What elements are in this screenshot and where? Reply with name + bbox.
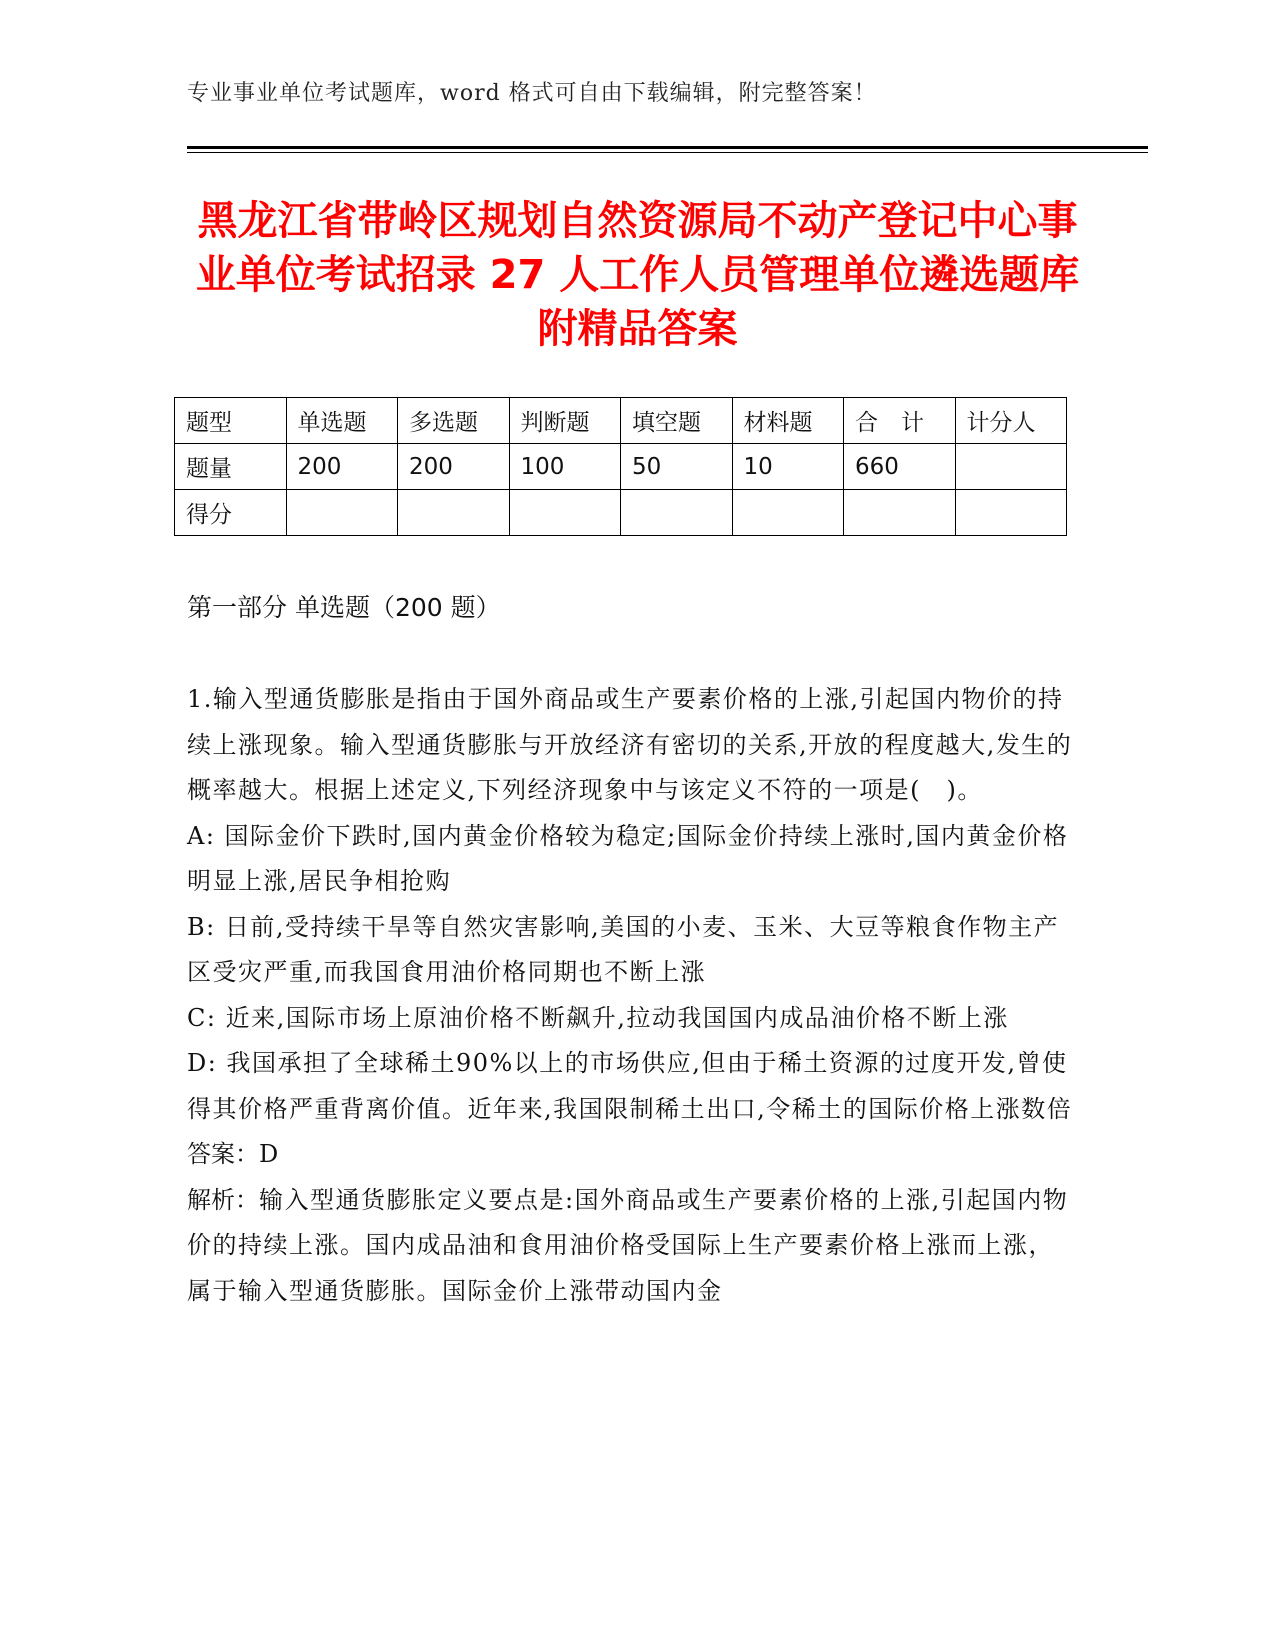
table-cell: 合 计	[844, 398, 956, 444]
option-b: B: 日前,受持续干旱等自然灾害影响,美国的小麦、玉米、大豆等粮食作物主产区受灾严重,而我国食用油价格同期也不断上涨	[187, 912, 1060, 986]
section-heading: 第一部分 单选题（200 题）	[187, 593, 501, 622]
table-cell: 计分人	[955, 398, 1067, 444]
table-cell: 50	[621, 444, 733, 490]
table-cell: 判断题	[509, 398, 621, 444]
table-cell	[509, 490, 621, 536]
table-cell	[286, 490, 398, 536]
analysis-text: 输入型通货膨胀定义要点是:国外商品或生产要素价格的上涨,引起国内物价的持续上涨。国内成品油和食用油价格受国际上生产要素价格上涨而上涨，属于输入型通货膨胀。国际金价上涨带动国内金	[187, 1185, 1069, 1305]
table-cell	[732, 490, 844, 536]
header-note: 专业事业单位考试题库，word 格式可自由下载编辑，附完整答案！	[187, 81, 877, 106]
table-cell: 材料题	[732, 398, 844, 444]
answer-value: D	[259, 1140, 280, 1168]
table-cell	[955, 444, 1067, 490]
option-a: A: 国际金价下跌时,国内黄金价格较为稳定;国际金价持续上涨时,国内黄金价格明显上涨,居民争相抢购	[187, 821, 1069, 895]
table-cell: 10	[732, 444, 844, 490]
table-cell: 单选题	[286, 398, 398, 444]
header-rule-thick	[187, 146, 1148, 149]
score-table	[174, 397, 1067, 536]
table-cell: 题型	[175, 398, 287, 444]
table-cell	[398, 490, 510, 536]
option-d: D: 我国承担了全球稀土90%以上的市场供应,但由于稀土资源的过度开发,曾使得其价格严重背离价值。近年来,我国限制稀土出口,令稀土的国际价格上涨数倍	[187, 1049, 1073, 1123]
table-cell: 填空题	[621, 398, 733, 444]
table-cell: 得分	[175, 490, 287, 536]
table-cell: 多选题	[398, 398, 510, 444]
score-table-score-row	[175, 490, 1067, 536]
document-title: 黑龙江省带岭区规划自然资源局不动产登记中心事业单位考试招录 27 人工作人员管理单位遴选题库附精品答案	[195, 198, 1080, 352]
answer-label: 答案：	[187, 1140, 259, 1168]
analysis-label: 解析：	[187, 1185, 259, 1214]
answer-line	[187, 1132, 1075, 1178]
table-cell	[844, 490, 956, 536]
score-table-count-row	[175, 444, 1067, 490]
question-block	[187, 677, 1075, 1314]
table-cell	[621, 490, 733, 536]
analysis-paragraph	[187, 1178, 1075, 1315]
table-cell: 200	[398, 444, 510, 490]
table-cell: 200	[286, 444, 398, 490]
score-table-header-row	[175, 398, 1067, 444]
table-cell: 100	[509, 444, 621, 490]
table-cell: 题量	[175, 444, 287, 490]
question-stem: 1.输入型通货膨胀是指由于国外商品或生产要素价格的上涨,引起国内物价的持续上涨现象。输入型通货膨胀与开放经济有密切的关系,开放的程度越大,发生的概率越大。根据上述定义,下列经济现象中与该定义不符的一项是( )。	[187, 685, 1073, 804]
option-c: C: 近来,国际市场上原油价格不断飙升,拉动我国国内成品油价格不断上涨	[187, 1003, 1009, 1032]
table-cell	[955, 490, 1067, 536]
table-cell: 660	[844, 444, 956, 490]
header-rule-thin	[187, 152, 1148, 153]
